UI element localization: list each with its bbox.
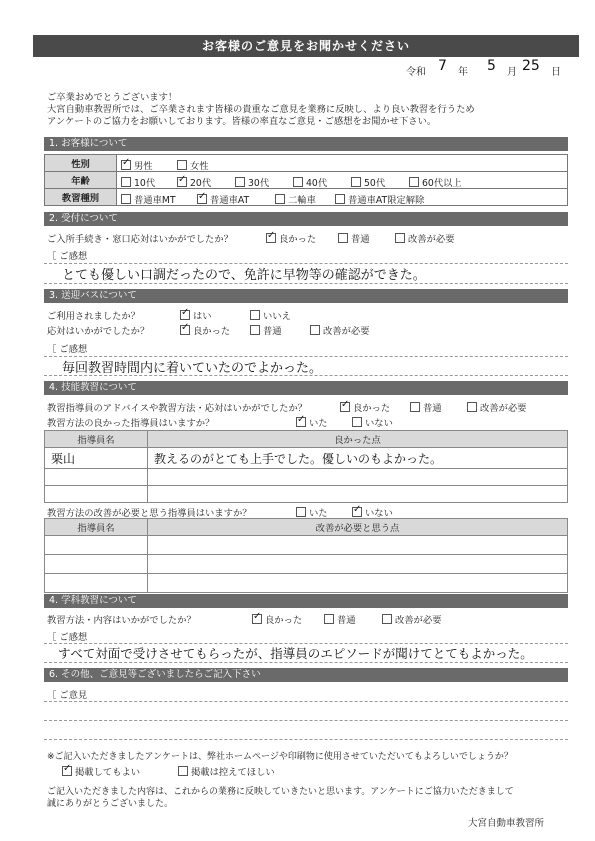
divider: [44, 283, 568, 284]
other-comment-label: ［ ご意見: [47, 690, 88, 701]
age-30s-option[interactable]: 30代: [235, 175, 269, 189]
checkbox-icon[interactable]: [310, 325, 320, 335]
table-row: [45, 536, 568, 555]
practical-question: 教習指導員のアドバイスや教習方法・応対はいかがでしたか？: [47, 403, 308, 414]
gender-label: 性別: [45, 155, 117, 172]
good-instructor-no-option[interactable]: いない: [352, 415, 393, 429]
improve-points-cell[interactable]: [148, 574, 568, 593]
checkbox-checked-icon[interactable]: [121, 160, 131, 170]
section-1-header: 1. お客様について: [44, 137, 568, 151]
date-day-label: 日: [551, 67, 561, 78]
practical-improve-option[interactable]: 改善が必要: [467, 400, 527, 414]
instructor-name-header: 指導員名: [45, 431, 148, 448]
checkbox-icon[interactable]: [351, 177, 361, 187]
checkbox-checked-icon[interactable]: [62, 766, 72, 776]
table-row: [45, 448, 568, 469]
instructor-name-cell[interactable]: [45, 536, 148, 555]
good-points-cell[interactable]: [148, 486, 568, 503]
consent-decline-option[interactable]: 掲載は控えてほしい: [178, 764, 275, 778]
divider: [44, 375, 568, 376]
improve-points-cell[interactable]: [148, 555, 568, 574]
instructor-name-cell[interactable]: [45, 469, 148, 486]
checkbox-icon[interactable]: [250, 325, 260, 335]
practical-good-option[interactable]: ✓ 良かった: [340, 400, 390, 414]
good-points-cell[interactable]: 教えるのがとても上手でした。優しいのもよかった。: [148, 448, 568, 469]
age-50s-option[interactable]: 50代: [351, 175, 385, 189]
bad-instructor-question: 教習方法の改善が必要と思う指導員はいますか？: [47, 508, 252, 519]
section-3-header: 3. 送迎バスについて: [44, 289, 568, 303]
checkbox-checked-icon[interactable]: [252, 614, 262, 624]
instructor-name-cell[interactable]: [45, 574, 148, 593]
intro-line-2: 大宮自動車教習所では、ご卒業されます皆様の貴重なご意見を業務に反映し、より良い教習を行うため: [47, 104, 475, 115]
classroom-improve-option[interactable]: 改善が必要: [382, 612, 442, 626]
checkbox-icon[interactable]: [235, 177, 245, 187]
customer-info-table: [44, 154, 568, 206]
classroom-normal-option[interactable]: 普通: [324, 612, 356, 626]
table-row: [45, 574, 568, 593]
date-era: 令和: [406, 67, 426, 78]
classroom-question: 教習方法・内容はいかがでしたか？: [47, 615, 196, 626]
improve-points-cell[interactable]: [148, 536, 568, 555]
good-instructor-yes-option[interactable]: ✓ いた: [296, 415, 328, 429]
section-2-header: 2. 受付について: [44, 212, 568, 226]
checkbox-icon[interactable]: [409, 177, 419, 187]
checkbox-icon[interactable]: [250, 310, 260, 320]
checkbox-checked-icon[interactable]: [180, 325, 190, 335]
instructor-name-header: 指導員名: [45, 519, 148, 536]
checkbox-checked-icon[interactable]: [340, 402, 350, 412]
practical-normal-option[interactable]: 普通: [410, 400, 442, 414]
checkbox-icon[interactable]: [352, 417, 362, 427]
classroom-comment-label: ［ ご感想: [47, 632, 88, 643]
reception-question: ご入所手続き・窓口応対はいかがでしたか？: [47, 234, 233, 245]
instructor-name-cell[interactable]: [45, 555, 148, 574]
checkbox-icon[interactable]: [121, 177, 131, 187]
date-year: 7: [438, 58, 447, 74]
table-row: [45, 469, 568, 486]
course-at-release-option[interactable]: 普通車AT限定解除: [335, 192, 424, 206]
consent-allow-option[interactable]: ✓掲載してもよい: [62, 764, 140, 778]
age-label: 年齢: [45, 172, 117, 189]
checkbox-icon[interactable]: [335, 194, 345, 204]
divider: [44, 662, 568, 663]
checkbox-icon[interactable]: [338, 233, 348, 243]
checkbox-checked-icon[interactable]: [296, 417, 306, 427]
checkbox-icon[interactable]: [121, 194, 131, 204]
course-mt-option[interactable]: 普通車MT: [121, 192, 176, 206]
intro-line-3: アンケートのご協力をお願いしております。皆様の率直なご意見・ご感想をお聞かせ下さい。: [47, 116, 437, 127]
checkbox-checked-icon[interactable]: [180, 310, 190, 320]
reception-improve-option[interactable]: 改善が必要: [395, 231, 455, 245]
footer-line-1: ご記入いただきました内容は、これからの業務に反映していきたいと思います。アンケートにご協力いただきまして: [47, 787, 514, 797]
section-4-header: 4. 技能教習について: [44, 381, 568, 395]
bus-comment-label: ［ ご感想: [47, 344, 88, 355]
checkbox-checked-icon[interactable]: [197, 194, 207, 204]
instructor-name-cell[interactable]: [45, 486, 148, 503]
classroom-good-option[interactable]: ✓ 良かった: [252, 612, 302, 626]
course-motorcycle-option[interactable]: 二輪車: [275, 192, 316, 206]
divider: [44, 720, 568, 721]
table-row: [45, 555, 568, 574]
checkbox-icon[interactable]: [467, 402, 477, 412]
footer-line-2: 誠にありがとうございました。: [47, 799, 174, 809]
improve-points-header: 改善が必要と思う点: [148, 519, 568, 536]
bus-use-no-option[interactable]: いいえ: [250, 308, 291, 322]
gender-male-option[interactable]: ✓ 男性: [121, 158, 153, 172]
age-40s-option[interactable]: 40代: [293, 175, 327, 189]
form-title: お客様のご意見をお聞かせください: [33, 35, 579, 57]
bus-improve-option[interactable]: 改善が必要: [310, 323, 370, 337]
reception-comment[interactable]: とても優しい口調だったので、免許に早物等の確認ができた。: [62, 268, 426, 283]
bad-instructor-yes-option[interactable]: いた: [296, 505, 328, 519]
age-60s-option[interactable]: 60代以上: [409, 175, 462, 189]
course-type-label: 教習種別: [45, 189, 117, 206]
checkbox-icon[interactable]: [177, 160, 187, 170]
good-instructor-table: [44, 430, 568, 503]
reception-comment-label: ［ ご感想: [47, 251, 88, 262]
instructor-name-cell[interactable]: 栗山: [45, 448, 148, 469]
bus-service-question: 応対はいかがでしたか？: [47, 326, 150, 337]
date-month-label: 月: [507, 67, 517, 78]
age-20s-option[interactable]: ✓ 20代: [177, 175, 211, 189]
classroom-comment[interactable]: すべて対面で受けさせてもらったが、指導員のエピソードが聞けてとてもよかった。: [58, 646, 533, 661]
checkbox-checked-icon[interactable]: [177, 177, 187, 187]
checkbox-icon[interactable]: [293, 177, 303, 187]
intro-line-1: ご卒業おめでとうございます！: [47, 92, 178, 103]
age-10s-option[interactable]: 10代: [121, 175, 155, 189]
bad-instructor-no-option[interactable]: ✓ いない: [352, 505, 393, 519]
date-day: 25: [522, 58, 540, 74]
bus-normal-option[interactable]: 普通: [250, 323, 282, 337]
checkbox-icon[interactable]: [275, 194, 285, 204]
good-points-header: 良かった点: [148, 431, 568, 448]
checkbox-icon[interactable]: [178, 766, 188, 776]
bus-good-option[interactable]: ✓ 良かった: [180, 323, 230, 337]
bus-comment[interactable]: 毎回教習時間内に着いていたのでよかった。: [62, 361, 323, 376]
bus-use-question: ご利用されましたか？: [47, 311, 140, 322]
checkbox-icon[interactable]: [410, 402, 420, 412]
divider: [44, 739, 568, 740]
divider: [44, 701, 568, 702]
course-at-option[interactable]: ✓ 普通車AT: [197, 192, 249, 206]
consent-question: ※ご記入いただきましたアンケートは、弊社ホームページや印刷物に使用させていただいてもよろしいでしょうか？: [47, 752, 513, 762]
checkbox-icon[interactable]: [382, 614, 392, 624]
good-instructor-question: 教習方法の良かった指導員はいますか？: [47, 418, 215, 429]
checkbox-icon[interactable]: [395, 233, 405, 243]
section-5-header: 4. 学科教習について: [44, 594, 568, 608]
date-year-label: 年: [458, 67, 468, 78]
good-points-cell[interactable]: [148, 469, 568, 486]
reception-good-option[interactable]: ✓ 良かった: [266, 231, 316, 245]
table-row: [45, 486, 568, 503]
company-name: 大宮自動車教習所: [468, 818, 545, 829]
date-month: 5: [487, 58, 496, 74]
checkbox-icon[interactable]: [296, 507, 306, 517]
checkbox-checked-icon[interactable]: [352, 507, 362, 517]
checkbox-checked-icon[interactable]: [266, 233, 276, 243]
gender-female-option[interactable]: 女性: [177, 158, 209, 172]
checkbox-icon[interactable]: [324, 614, 334, 624]
reception-normal-option[interactable]: 普通: [338, 231, 370, 245]
section-6-header: 6. その他、ご意見等ございましたらご記入下さい: [44, 668, 568, 682]
bus-use-yes-option[interactable]: ✓ はい: [180, 308, 212, 322]
bad-instructor-table: [44, 518, 568, 593]
